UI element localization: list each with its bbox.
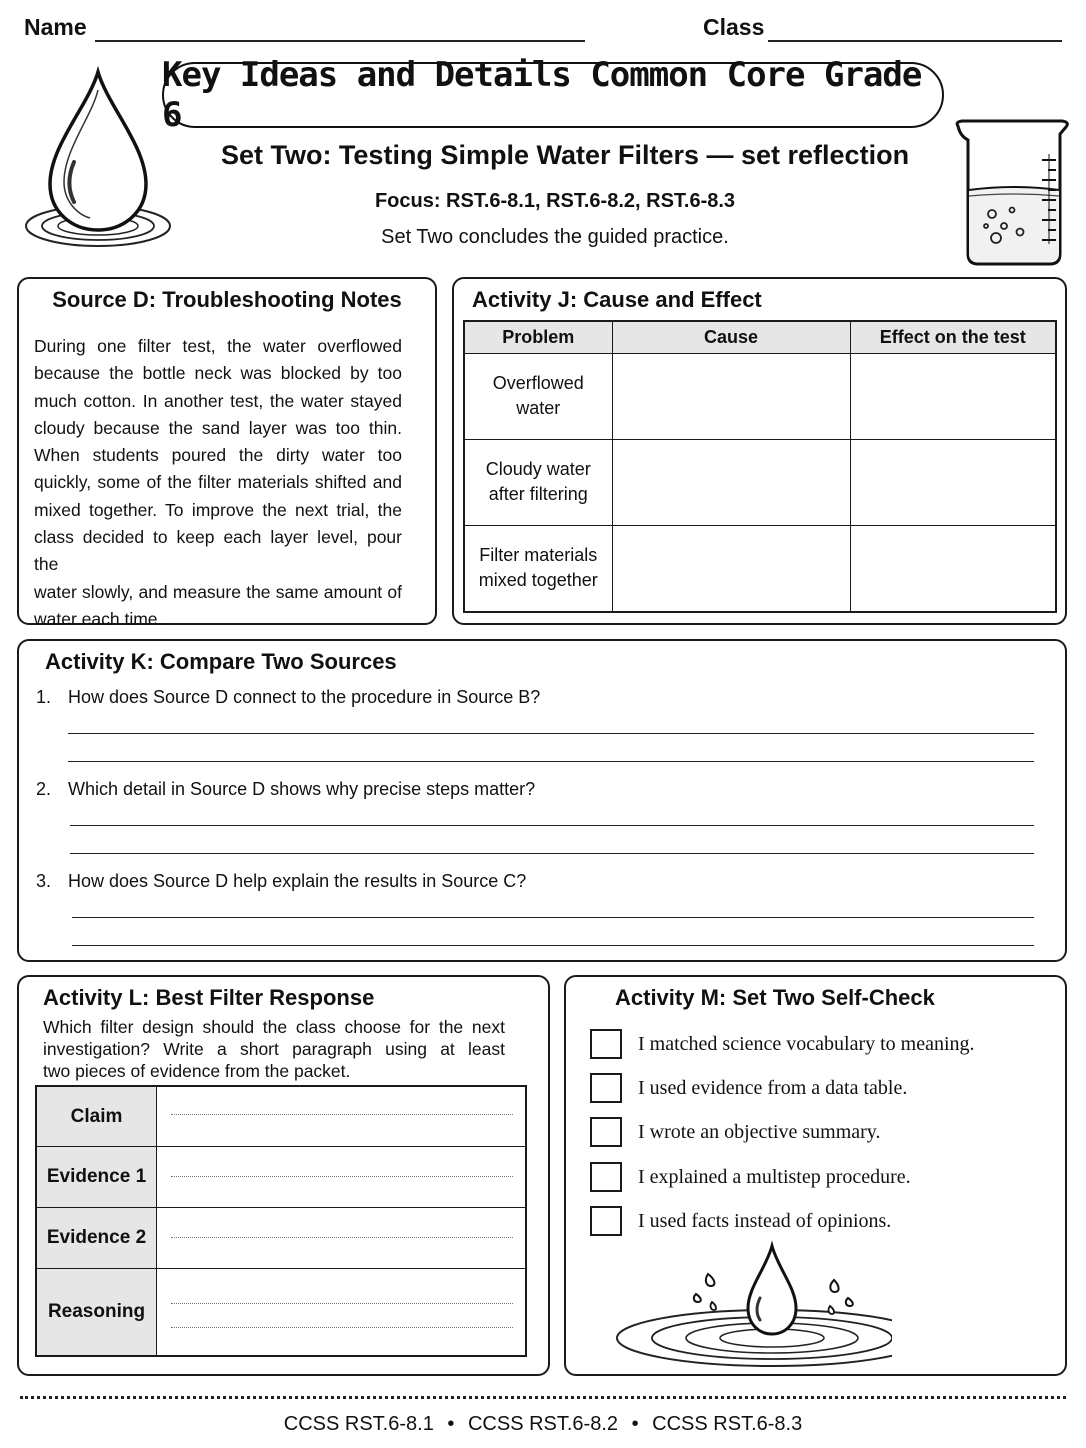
table-row	[464, 525, 1056, 612]
evidence-2-answer-line[interactable]	[171, 1237, 513, 1238]
header-effect: Effect on the test	[850, 321, 1056, 353]
question-text: How does Source D help explain the results in Source C?	[68, 871, 527, 891]
row-label-reasoning: Reasoning	[37, 1269, 157, 1355]
activity-k-title: Activity K: Compare Two Sources	[45, 649, 397, 674]
reasoning-answer-line[interactable]	[171, 1327, 513, 1328]
problem-line: Cloudy water	[485, 459, 591, 480]
bullet-separator: •	[631, 1413, 639, 1435]
class-field-line[interactable]	[768, 40, 1062, 42]
claim-evidence-table	[35, 1085, 527, 1357]
problem-cell	[464, 439, 612, 525]
self-check-item: I used evidence from a data table.	[638, 1077, 908, 1099]
source-d-line: water each time.	[34, 608, 163, 629]
source-d-line: water slowly, and measure the same amount of	[34, 581, 402, 602]
row-label-claim: Claim	[37, 1087, 157, 1146]
self-check-checkbox[interactable]	[590, 1162, 622, 1192]
source-d-line: cloudy because the sand layer was too thin.	[34, 417, 402, 438]
question-number: 1.	[36, 687, 52, 707]
activity-l-prompt	[43, 1016, 505, 1082]
problem-line: Filter materials	[479, 545, 598, 566]
self-check-item: I matched science vocabulary to meaning.	[638, 1033, 975, 1055]
problem-cell	[464, 525, 612, 612]
table-row	[464, 353, 1056, 439]
table-row	[37, 1269, 525, 1355]
question-number: 2.	[36, 779, 52, 799]
effect-answer-cell[interactable]	[850, 439, 1056, 525]
self-check-item: I wrote an objective summary.	[638, 1121, 881, 1143]
evidence-1-answer-line[interactable]	[171, 1176, 513, 1177]
table-row	[464, 439, 1056, 525]
cause-effect-table	[463, 320, 1057, 613]
answer-line[interactable]	[72, 917, 1034, 918]
answer-line[interactable]	[68, 733, 1034, 734]
problem-line: Overflowed	[492, 373, 584, 394]
footer-standards	[0, 1413, 1086, 1436]
prompt-line: two pieces of evidence from the packet.	[43, 1061, 351, 1081]
cause-answer-cell[interactable]	[612, 525, 850, 612]
source-d-line: mixed together. To improve the next trial, the	[34, 499, 402, 520]
footer-standard: CCSS RST.6-8.2	[467, 1413, 619, 1435]
table-row	[37, 1147, 525, 1208]
source-d-line: During one filter test, the water overflowed	[34, 336, 402, 356]
name-field-line[interactable]	[95, 40, 585, 42]
question-1	[36, 687, 540, 708]
footer-standard: CCSS RST.6-8.1	[283, 1413, 434, 1435]
name-label: Name	[24, 14, 87, 40]
water-drop-icon	[18, 66, 178, 256]
source-d-title: Source D: Troubleshooting Notes	[52, 287, 402, 312]
answer-line[interactable]	[72, 945, 1034, 946]
beaker-icon	[952, 114, 1074, 270]
answer-line[interactable]	[70, 853, 1034, 854]
intro-text: Set Two concludes the guided practice.	[381, 226, 729, 248]
question-number: 3.	[36, 871, 52, 891]
problem-line: mixed together	[478, 570, 598, 591]
prompt-line: investigation? Write a short paragraph using at least	[43, 1039, 505, 1059]
activity-j-title: Activity J: Cause and Effect	[472, 287, 762, 312]
bullet-separator: •	[447, 1413, 455, 1435]
answer-line[interactable]	[68, 761, 1034, 762]
table-row	[37, 1208, 525, 1269]
footer-divider	[20, 1396, 1066, 1399]
row-label-evidence-2: Evidence 2	[37, 1208, 157, 1268]
activity-l-title: Activity L: Best Filter Response	[43, 985, 375, 1010]
table-header-row	[464, 321, 1056, 353]
problem-line: water	[516, 398, 561, 419]
footer-standard: CCSS RST.6-8.3	[652, 1413, 803, 1435]
question-text: How does Source D connect to the procedure in Source B?	[68, 687, 541, 707]
cause-answer-cell[interactable]	[612, 353, 850, 439]
source-d-line: because the bottle neck was blocked by too	[34, 363, 402, 384]
row-label-evidence-1: Evidence 1	[37, 1147, 157, 1207]
reasoning-answer-line[interactable]	[171, 1303, 513, 1304]
source-d-line: quickly, some of the filter materials shifted and	[34, 472, 402, 493]
self-check-checkbox[interactable]	[590, 1117, 622, 1147]
source-d-line: When students poured the dirty water too	[34, 445, 402, 466]
cause-answer-cell[interactable]	[612, 439, 850, 525]
page-subtitle: Set Two: Testing Simple Water Filters — set reflection	[220, 140, 910, 170]
table-row	[37, 1087, 525, 1147]
source-d-text	[34, 333, 402, 633]
problem-line: after filtering	[488, 484, 588, 505]
activity-m-title: Activity M: Set Two Self-Check	[615, 985, 935, 1010]
problem-cell	[464, 353, 612, 439]
self-check-checkbox[interactable]	[590, 1029, 622, 1059]
effect-answer-cell[interactable]	[850, 353, 1056, 439]
claim-answer-line[interactable]	[171, 1114, 513, 1115]
question-text: Which detail in Source D shows why precise steps matter?	[68, 779, 536, 799]
water-splash-icon	[612, 1240, 892, 1370]
focus-standards: Focus: RST.6-8.1, RST.6-8.2, RST.6-8.3	[374, 190, 736, 212]
source-d-line: much cotton. In another test, the water stayed	[34, 390, 402, 411]
header-problem: Problem	[464, 321, 612, 353]
class-label: Class	[703, 14, 765, 40]
effect-answer-cell[interactable]	[850, 525, 1056, 612]
source-d-line: class decided to keep each layer level, pour the	[34, 527, 402, 575]
question-2	[36, 779, 535, 800]
self-check-checkbox[interactable]	[590, 1073, 622, 1103]
self-check-item: I explained a multistep procedure.	[638, 1166, 911, 1188]
page-title: Key Ideas and Details Common Core Grade 6	[162, 55, 922, 135]
self-check-checkbox[interactable]	[590, 1206, 622, 1236]
answer-line[interactable]	[70, 825, 1034, 826]
header-cause: Cause	[612, 321, 850, 353]
prompt-line: Which filter design should the class choose for the next	[43, 1017, 505, 1037]
self-check-item: I used facts instead of opinions.	[638, 1210, 892, 1232]
question-3	[36, 871, 526, 892]
